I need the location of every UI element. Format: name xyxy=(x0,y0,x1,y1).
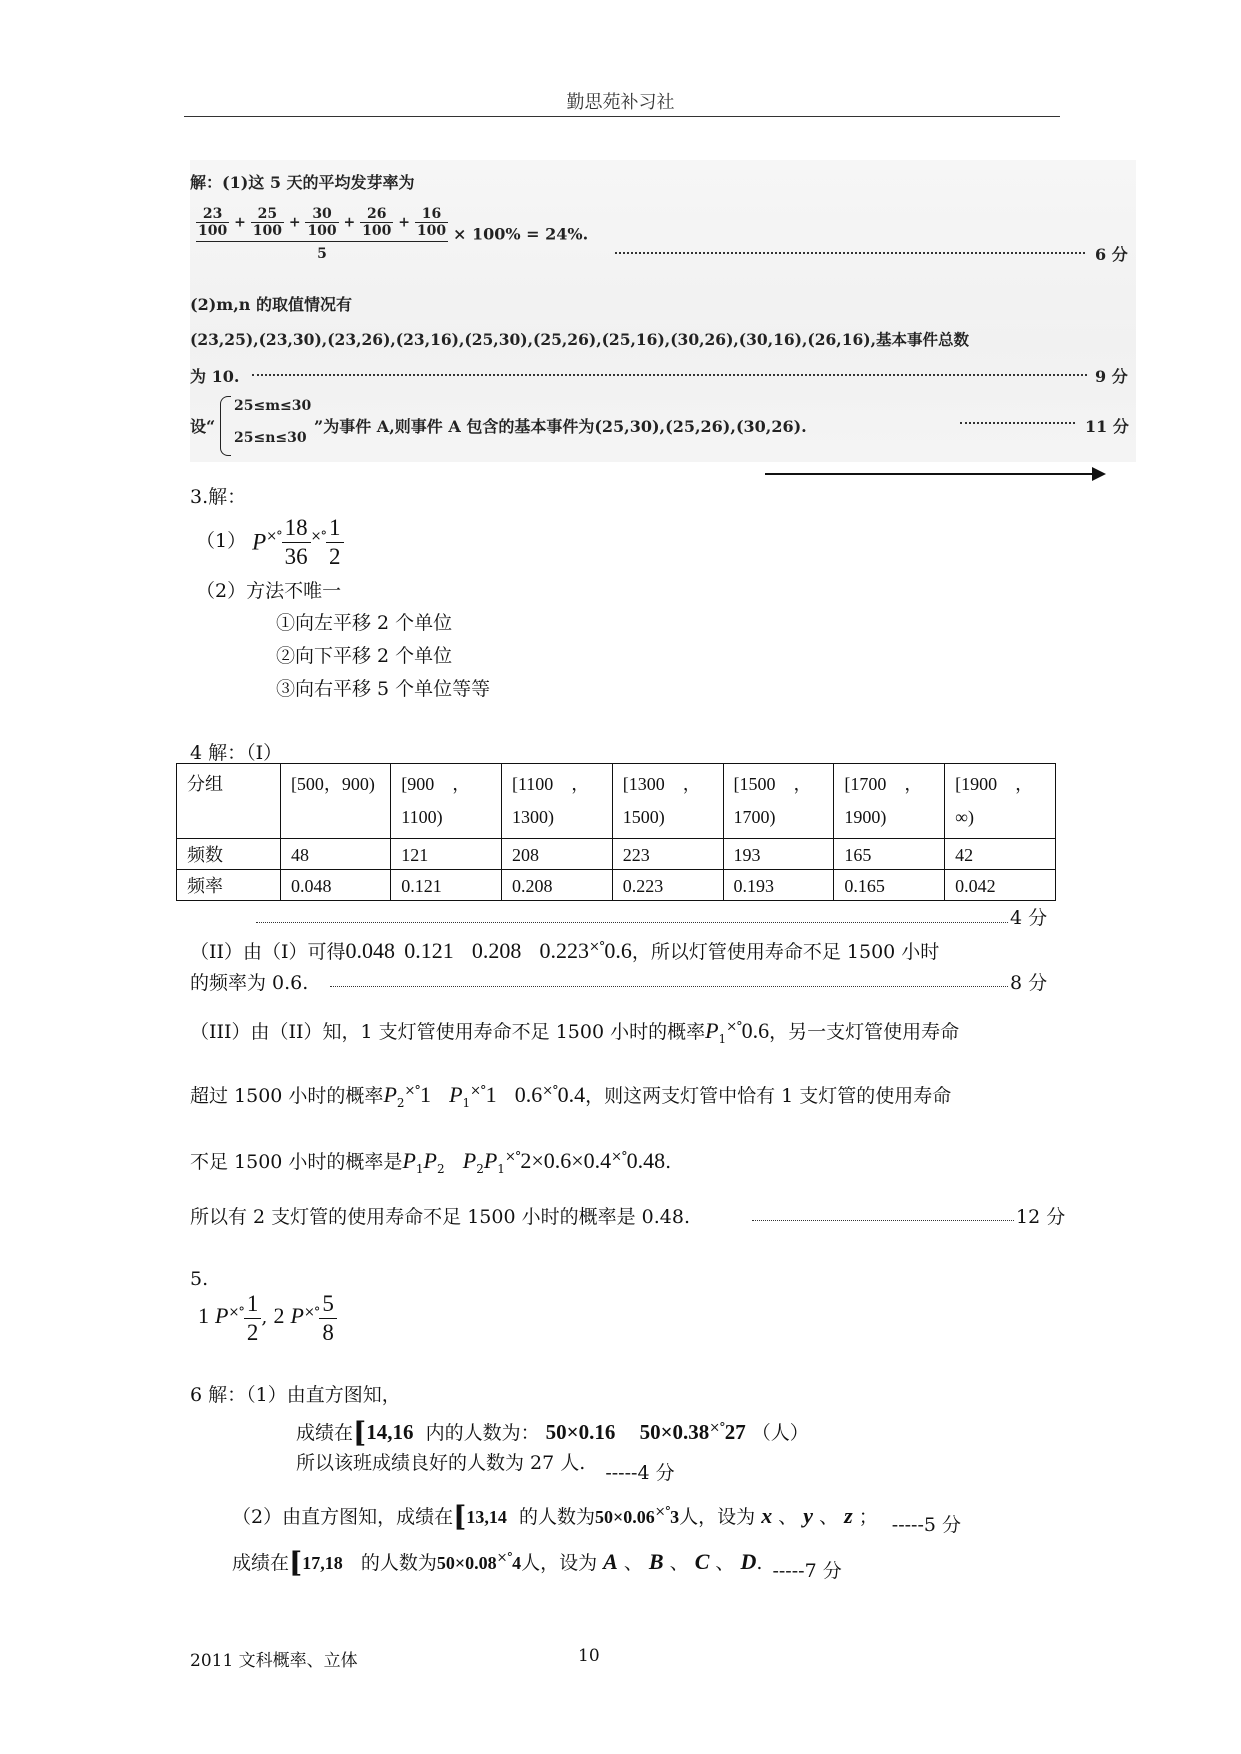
scan-total: 为 10. xyxy=(190,367,240,386)
table-cell: 42 xyxy=(945,839,1056,870)
q3-method-1: ①向左平移 2 个单位 xyxy=(276,612,453,634)
page-number: 10 xyxy=(578,1646,600,1666)
q5-answers: 1 P×° $\frac{1}{2}$ , 2 P×° $\frac{5}{8}$ xyxy=(198,1290,337,1346)
table-cell: 0.223 xyxy=(612,870,723,901)
q3-method-3: ③向右平移 5 个单位等等 xyxy=(276,678,491,700)
table-cell: 频数 xyxy=(177,839,281,870)
q5-frac-1: $\frac{1}{2}$ xyxy=(244,1290,262,1346)
q4-part2-line1: （II）由（I）可得0.048 0.121 0.208 0.223×°0.6，所以灯管使用寿命不足 1500 小时 xyxy=(190,938,940,963)
footer-title: 2011 文科概率、立体 xyxy=(190,1651,358,1671)
q4-score-1: 4 分 xyxy=(1010,907,1048,929)
arrow-line xyxy=(765,473,1095,475)
q5-frac-2: $\frac{5}{8}$ xyxy=(319,1290,337,1346)
scan-frac-4: $\frac{26}{100}$ xyxy=(362,206,392,239)
q4-score-3: 12 分 xyxy=(1016,1206,1066,1228)
q6-line3: 所以该班成绩良好的人数为 27 人. -----4 分 xyxy=(296,1452,675,1484)
table-cell: 0.121 xyxy=(391,870,502,901)
frequency-table xyxy=(176,763,1056,901)
table-row xyxy=(177,870,1056,901)
q5-label: 5. xyxy=(190,1268,209,1290)
scan-sum-fraction: $\frac{23}{100}$ + $\frac{25}{100}$ + $\frac{30}{100}$ + $\frac{26}{100}$ + $\frac{16}{100}$ 5 × 100% = 24%. xyxy=(198,206,589,262)
table-cell: 0.165 xyxy=(834,870,945,901)
table-cell: 121 xyxy=(391,839,502,870)
scan-frac-1: $\frac{23}{100}$ xyxy=(198,206,228,239)
table-cell: 48 xyxy=(280,839,390,870)
table-row xyxy=(177,764,1056,839)
q4-leader-dots-2 xyxy=(330,986,1008,987)
q4-leader-dots-3 xyxy=(752,1220,1014,1221)
scan-frac-5: $\frac{16}{100}$ xyxy=(416,206,447,239)
scan-score-1: 6 分 xyxy=(1095,245,1128,264)
scan-score-3: 11 分 xyxy=(1085,417,1129,436)
page-header-title: 勤思苑补习社 xyxy=(566,92,675,113)
q3-label: 3.解： xyxy=(190,486,247,508)
table-cell: 193 xyxy=(723,839,834,870)
scan-frac-3: $\frac{30}{100}$ xyxy=(307,206,337,239)
scan-leader-dots-3 xyxy=(960,422,1075,424)
table-cell: [1900 ，∞) xyxy=(945,764,1056,839)
scan-event-prefix: 设“ xyxy=(190,417,216,436)
table-cell: 0.042 xyxy=(945,870,1056,901)
header-divider xyxy=(184,116,1060,117)
table-cell: [1300 ，1500) xyxy=(612,764,723,839)
table-cell: [1100 ，1300) xyxy=(501,764,612,839)
scan-frac-2: $\frac{25}{100}$ xyxy=(252,206,282,239)
scan-pairs: (23,25),(23,30),(23,26),(23,16),(25,30),(25,26),(25,16),(30,26),(30,16),(26,16),基本事件总数 xyxy=(190,330,969,349)
table-cell: 分组 xyxy=(177,764,281,839)
scanned-solution-image xyxy=(190,160,1136,462)
table-cell: [1700 ，1900) xyxy=(834,764,945,839)
table-cell: 165 xyxy=(834,839,945,870)
scan-event-text: ”为事件 A,则事件 A 包含的基本事件为(25,30),(25,26),(30,26). xyxy=(314,417,807,436)
scan-cond-2: 25≤n≤30 xyxy=(234,430,307,446)
q4-part3-line1: （III）由（II）知，1 支灯管使用寿命不足 1500 小时的概率$P_1^{\times^\circ}0.6$，另一支灯管使用寿命 xyxy=(190,1018,960,1046)
q3-part2: （2）方法不唯一 xyxy=(196,580,342,602)
scan-sum-denominator: 5 xyxy=(317,246,327,262)
scan-part2-title: (2)m,n 的取值情况有 xyxy=(190,295,352,314)
table-cell: 208 xyxy=(501,839,612,870)
scan-brace xyxy=(220,396,231,456)
table-cell: 0.193 xyxy=(723,870,834,901)
table-cell: [1500 ，1700) xyxy=(723,764,834,839)
q4-part3-line4: 所以有 2 支灯管的使用寿命不足 1500 小时的概率是 0.48. xyxy=(190,1206,690,1228)
arrow-head-icon xyxy=(1092,467,1106,481)
scan-score-2: 9 分 xyxy=(1095,367,1128,386)
q4-label: 4 解：（I） xyxy=(190,742,283,764)
scan-leader-dots-1 xyxy=(615,252,1085,254)
scan-cond-1: 25≤m≤30 xyxy=(234,398,312,414)
q6-line5: 成绩在[17,18 的人数为50×0.08×°4人，设为 A 、 B 、 C 、 D. -----7 分 xyxy=(232,1546,842,1582)
scan-intro: 解：(1)这 5 天的平均发芽率为 xyxy=(190,173,415,192)
q4-part2-line2: 的频率为 0.6. xyxy=(190,972,309,994)
table-row xyxy=(177,839,1056,870)
table-cell: 223 xyxy=(612,839,723,870)
q6-line4: （2）由直方图知，成绩在[13,14 的人数为50×0.06×°3人，设为 x 、 y 、 z ； -----5 分 xyxy=(232,1500,962,1536)
scan-result: × 100% = 24%. xyxy=(452,224,589,244)
scan-leader-dots-2 xyxy=(252,374,1087,376)
table-cell: [500，900) xyxy=(280,764,390,839)
q3-frac-1: $\frac{18}{36}$ xyxy=(282,514,311,570)
q6-line2: 成绩在[14,16 内的人数为： 50×0.16 50×0.38×°27 （人） xyxy=(296,1416,809,1449)
q4-leader-dots-1 xyxy=(256,922,1008,923)
table-cell: 0.048 xyxy=(280,870,390,901)
q4-score-2: 8 分 xyxy=(1010,972,1048,994)
q4-part3-line3: 不足 1500 小时的概率是$P_1P_2$ $P_2P_1^{\times^\circ}2\times 0.6\times 0.4^{\times^\circ}0.48$. xyxy=(190,1148,672,1176)
q4-part3-line2: 超过 1500 小时的概率$P_2^{\times^\circ}1$ $P_1^{\times^\circ}1$ 0.6×°0.4，则这两支灯管中恰有 1 支灯管的使用寿命 xyxy=(190,1082,952,1110)
q3-method-2: ②向下平移 2 个单位 xyxy=(276,645,453,667)
q3-frac-2: $\frac{1}{2}$ xyxy=(326,514,344,570)
table-cell: 0.208 xyxy=(501,870,612,901)
q6-label: 6 解：（1）由直方图知， xyxy=(190,1384,401,1406)
q3-part1: （1） P×° $\frac{18}{36}$ ×° $\frac{1}{2}$ xyxy=(196,514,344,570)
table-cell: 频率 xyxy=(177,870,281,901)
table-cell: [900 ，1100) xyxy=(391,764,502,839)
